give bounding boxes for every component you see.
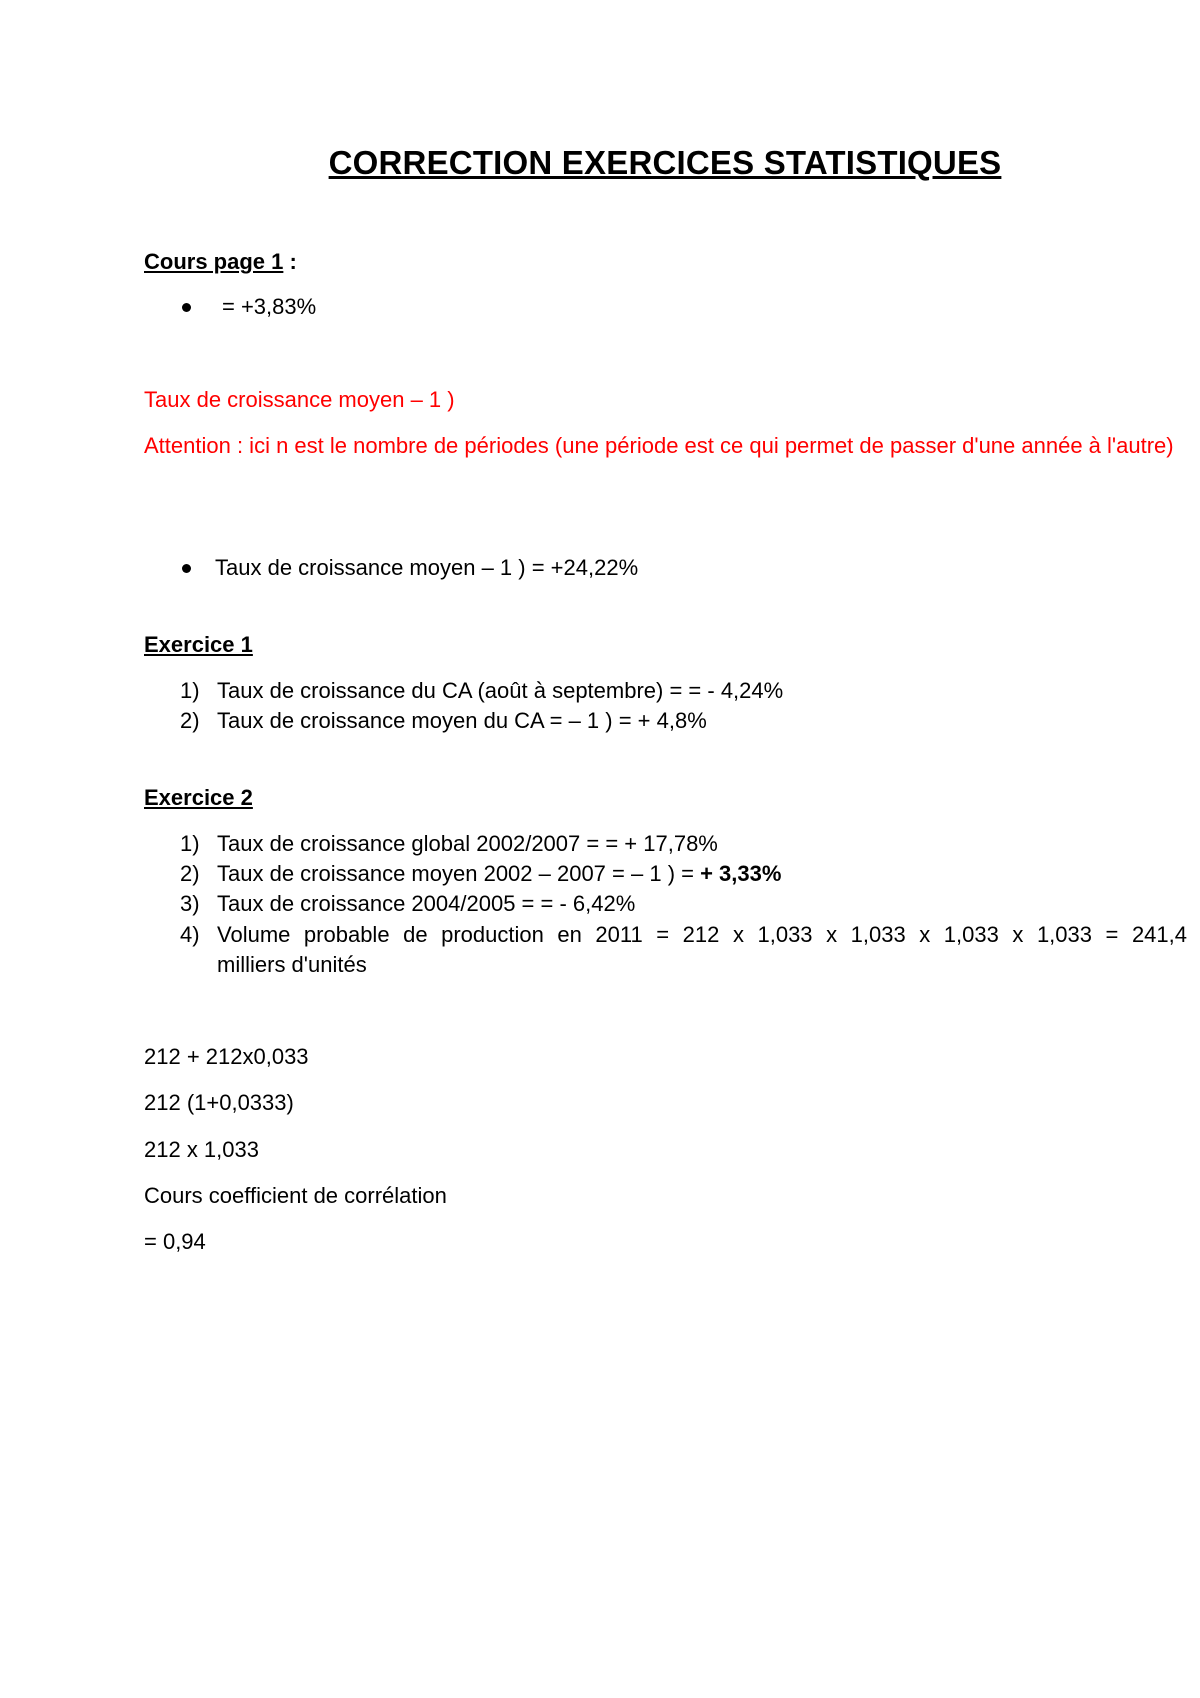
calc-line: 212 x 1,033 <box>144 1137 259 1162</box>
calc-line: Cours coefficient de corrélation <box>144 1183 447 1208</box>
red-formula-line: Taux de croissance moyen – 1 ) <box>144 387 455 412</box>
bullet-dot <box>182 303 191 312</box>
list-number: 3) <box>180 891 200 916</box>
list-number: 4) <box>180 922 200 947</box>
list-number: 1) <box>180 678 200 703</box>
section-heading-exercice2-label: Exercice 2 <box>144 785 253 810</box>
bullet-item-result: = +3,83% <box>222 294 317 319</box>
bullet-item-result: Taux de croissance moyen – 1 ) = +24,22% <box>215 555 639 580</box>
list-item-text-line2: milliers d'unités <box>217 952 367 977</box>
list-item-text <box>217 859 781 889</box>
list-number: 1) <box>180 831 200 856</box>
list-item-text: Taux de croissance global 2002/2007 = = + 17,78% <box>217 831 718 856</box>
list-number: 2) <box>180 861 200 886</box>
list-number: 2) <box>180 708 200 733</box>
section-heading-cours-page1-label: Cours page 1 <box>144 249 284 274</box>
document-title: CORRECTION EXERCICES STATISTIQUES <box>328 144 1002 181</box>
list-item-text: Taux de croissance 2004/2005 = = - 6,42% <box>217 891 636 916</box>
bullet-dot <box>182 564 191 573</box>
section-heading-exercice1-label: Exercice 1 <box>144 632 253 657</box>
list-item-text: Taux de croissance moyen du CA = – 1 ) = + 4,8% <box>217 708 707 733</box>
section-heading-exercice1 <box>144 630 253 660</box>
list-item-text-line1: Volume probable de production en 2011 = 212 x 1,033 x 1,033 x 1,033 x 1,033 = 241,4 <box>217 922 1187 947</box>
section-heading-exercice2 <box>144 783 253 813</box>
section-heading-cours-page1 <box>144 247 297 277</box>
red-attention-note: Attention : ici n est le nombre de périodes (une période est ce qui permet de passer d'une année à l'autre) <box>144 433 1174 458</box>
calc-line: 212 (1+0,0333) <box>144 1090 294 1115</box>
calc-result: = 0,94 <box>144 1229 206 1254</box>
list-item-text-plain: Taux de croissance moyen 2002 – 2007 = – 1 ) = <box>217 861 701 886</box>
section-heading-suffix: : <box>283 249 297 274</box>
calc-line: 212 + 212x0,033 <box>144 1044 309 1069</box>
list-item-text: Taux de croissance du CA (août à septembre) = = - 4,24% <box>217 678 784 703</box>
bold-result: + 3,33% <box>700 861 782 886</box>
